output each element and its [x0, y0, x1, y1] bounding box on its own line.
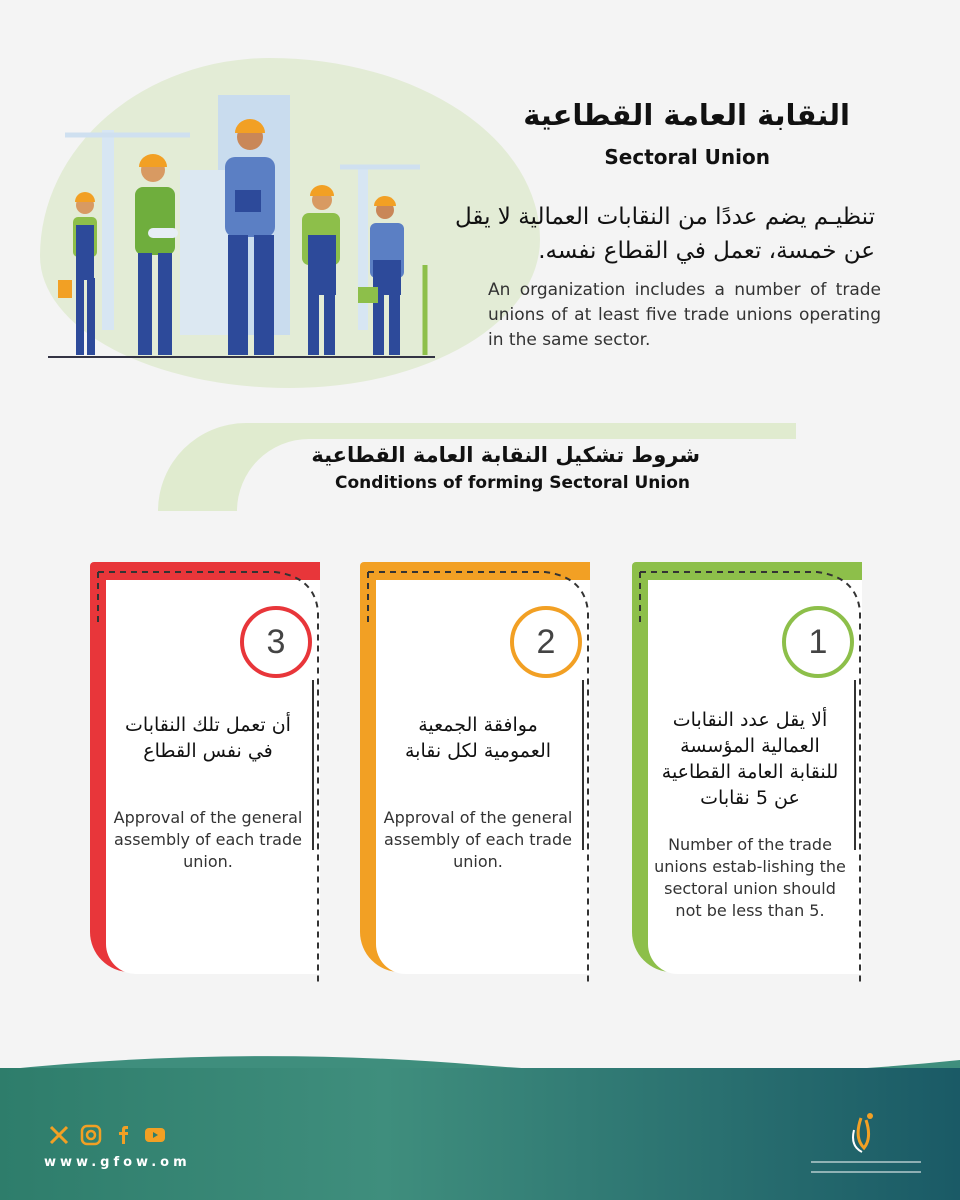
description-en: An organization includes a number of trade unions of at least five trade unions operating in the same sector.: [488, 280, 881, 350]
card-text-en: Number of the trade unions estab-lishing the sectoral union should not be less than 5.: [654, 835, 846, 920]
card-text-en: Approval of the general assembly of each trade union.: [383, 808, 573, 871]
card-number: 3: [240, 606, 312, 678]
conditions-title-ar: شروط تشكيل النقابة العامة القطاعية: [311, 443, 700, 467]
page-title-ar: النقابة العامة القطاعية: [523, 98, 850, 132]
card-divider: [312, 680, 314, 850]
description-ar: تنظيـم يضم عددًا من النقابات العمالية لا يقل عن خمسة، تعمل في القطاع نفسه.: [455, 204, 875, 264]
card-text-ar: ألا يقل عدد النقابات العمالية المؤسسة للنقابة العامة القطاعية عن 5 نقابات: [661, 709, 839, 809]
card-text-en: Approval of the general assembly of each trade union.: [113, 808, 303, 871]
condition-card-3: [90, 562, 325, 992]
website-link[interactable]: www.gfow.om: [44, 1155, 191, 1170]
condition-card-2: [360, 562, 595, 992]
page-title-en: Sectoral Union: [604, 145, 770, 169]
card-divider: [854, 680, 856, 850]
card-text-ar: أن تعمل تلك النقابات في نفس القطاع: [125, 714, 291, 762]
conditions-title-en: Conditions of forming Sectoral Union: [335, 473, 690, 493]
facebook-icon[interactable]: [112, 1124, 134, 1146]
social-links: [48, 1124, 166, 1146]
workers-illustration: [40, 95, 460, 365]
x-icon[interactable]: [48, 1124, 70, 1146]
youtube-icon[interactable]: [144, 1124, 166, 1146]
instagram-icon[interactable]: [80, 1124, 102, 1146]
card-number: 2: [510, 606, 582, 678]
gfow-logo: [806, 1108, 926, 1178]
condition-card-1: [632, 562, 867, 992]
card-text-ar: موافقة الجمعية العمومية لكل نقابة: [404, 714, 552, 762]
card-divider: [582, 680, 584, 850]
card-number: 1: [782, 606, 854, 678]
